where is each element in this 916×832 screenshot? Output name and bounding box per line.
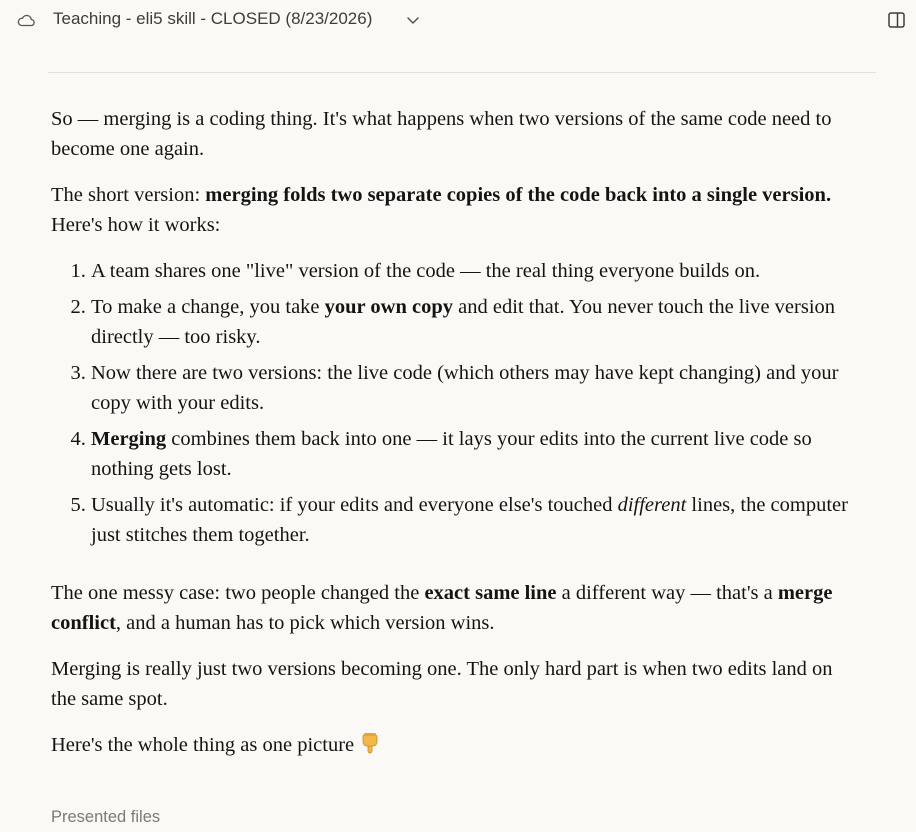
sidebar-toggle-icon[interactable]: [886, 10, 908, 30]
list-item: [91, 490, 851, 550]
message-paragraph: So — merging is a coding thing. It's what happens when two versions of the same code need to become one again.: [51, 108, 832, 160]
pointing-down-icon: [361, 732, 379, 754]
text-segment: Usually it's automatic: if your edits and everyone else's touched: [91, 494, 618, 516]
italic-text: different: [617, 494, 687, 516]
header-divider: [48, 72, 876, 73]
bold-text: exact same line: [424, 582, 557, 604]
list-item: [91, 256, 851, 286]
bold-text: Merging: [91, 428, 167, 450]
text-segment: and edit that. You never touch the live version directly — too risky.: [91, 296, 836, 348]
bold-text: merge conflict: [51, 582, 833, 634]
steps-list: [51, 256, 851, 550]
text-segment: a different way — that's a: [556, 582, 778, 604]
text-segment: The short version:: [51, 184, 206, 206]
bold-text: merging folds two separate copies of the code back into a single version.: [205, 184, 832, 206]
bold-text: your own copy: [324, 296, 453, 318]
text-segment: To make a change, you take: [91, 296, 325, 318]
text-segment: combines them back into one — it lays your edits into the current live code so nothing gets lost.: [91, 428, 812, 480]
message-paragraph: [51, 730, 851, 760]
list-item: [91, 424, 851, 484]
assistant-message: [51, 104, 851, 776]
list-item: [91, 292, 851, 352]
text-segment: Here's how it works:: [51, 214, 221, 236]
text-segment: A team shares one "live" version of the code — the real thing everyone builds on.: [91, 260, 761, 282]
message-paragraph: [51, 578, 851, 638]
message-paragraph: [51, 180, 851, 240]
text-segment: Now there are two versions: the live code (which others may have kept changing) and your copy with your edits.: [91, 362, 839, 414]
chat-header: [0, 0, 916, 42]
list-item: [91, 358, 851, 418]
presented-files-label: Presented files: [51, 808, 161, 826]
text-segment: , and a human has to pick which version wins.: [115, 612, 495, 634]
text-segment: The one messy case: two people changed the: [51, 582, 425, 604]
message-paragraph: Merging is really just two versions becoming one. The only hard part is when two edits land on the same spot.: [51, 658, 833, 710]
chat-title[interactable]: Teaching - eli5 skill - CLOSED (8/23/2026): [53, 9, 373, 28]
cloud-icon[interactable]: [16, 12, 36, 28]
chevron-down-icon[interactable]: [405, 12, 421, 28]
text-segment: lines, the computer just stitches them together.: [91, 494, 848, 546]
text-segment: Here's the whole thing as one picture: [51, 734, 355, 756]
